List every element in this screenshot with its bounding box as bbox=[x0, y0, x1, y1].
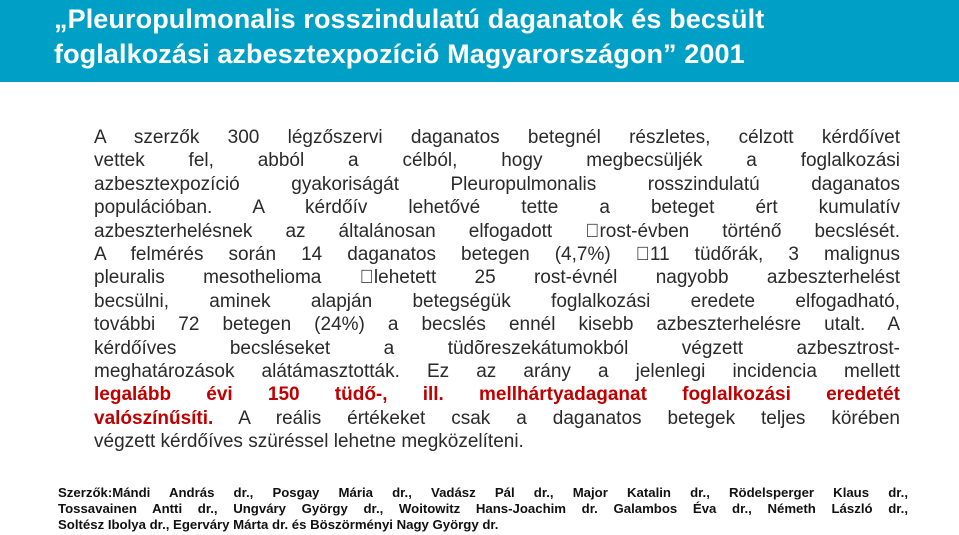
authors-line: Szerzők:Mándi András dr., Posgay Mária dr., Vadász Pál dr., Major Katalin dr., Rödelsperger Klaus dr., bbox=[58, 485, 908, 500]
authors-block bbox=[58, 485, 908, 533]
abstract-line: további 72 betegen (24%) a becslés ennél kisebb azbeszterhelésre utalt. A bbox=[94, 314, 900, 336]
abstract-line: A szerzők 300 légzőszervi daganatos betegnél részletes, célzott kérdőívet bbox=[94, 127, 900, 148]
slide-title-line-2: foglalkozási azbesztexpozíció Magyarországon” 2001 bbox=[54, 39, 745, 69]
abstract-line: meghatározások alátámasztották. Ez az arány a jelenlegi incidencia mellett bbox=[94, 360, 900, 382]
slide-title bbox=[0, 0, 959, 82]
abstract-line: azbesztexpozíció gyakoriságát Pleuropulmonalis rosszindulatú daganatos bbox=[94, 173, 900, 195]
abstract-line: azbeszterhelésnek az általánosan elfogadott  rost-évben történő becslését. bbox=[94, 220, 900, 242]
abstract-line-mixed bbox=[94, 407, 900, 430]
abstract-final-line: végzett kérdőíves szüréssel lehetne megközelíteni. bbox=[94, 431, 524, 453]
abstract-paragraph bbox=[94, 126, 900, 453]
abstract-line: pleuralis mesothelioma  lehetett 25 rost-évnél nagyobb azbeszterhelést bbox=[94, 267, 900, 289]
authors-line: Soltész Ibolya dr., Egerváry Márta dr. és Böszörményi Nagy György dr. bbox=[58, 517, 499, 532]
abstract-line: populációban. A kérdőív lehetővé tette a beteget ért kumulatív bbox=[94, 197, 900, 219]
highlighted-conclusion-word: valószínűsíti. bbox=[94, 407, 214, 429]
abstract-line: vettek fel, abból a célból, hogy megbecsüljék a foglalkozási bbox=[94, 150, 900, 172]
highlighted-conclusion-line: legalább évi 150 tüdő-, ill. mellhártyadaganat foglalkozási eredetét bbox=[94, 384, 900, 406]
authors-line: Tossavainen Antti dr., Ungváry György dr., Woitowitz Hans-Joachim dr. Galambos Éva dr., Németh László dr., bbox=[58, 501, 908, 516]
abstract-line: becsülni, aminek alapján betegségük foglalkozási eredete elfogadható, bbox=[94, 290, 900, 312]
slide-title-line-1: „Pleuropulmonalis rosszindulatú daganatok és becsült bbox=[54, 4, 765, 34]
abstract-line: A felmérés során 14 daganatos betegen (4,7%)  11 tüdőrák, 3 malignus bbox=[94, 243, 900, 265]
abstract-line-remainder: A reális értékeket csak a daganatos betegek teljes körében bbox=[213, 407, 900, 429]
abstract-line: kérdőíves becsléseket a tüdõreszekátumokból végzett azbesztrost- bbox=[94, 337, 900, 359]
